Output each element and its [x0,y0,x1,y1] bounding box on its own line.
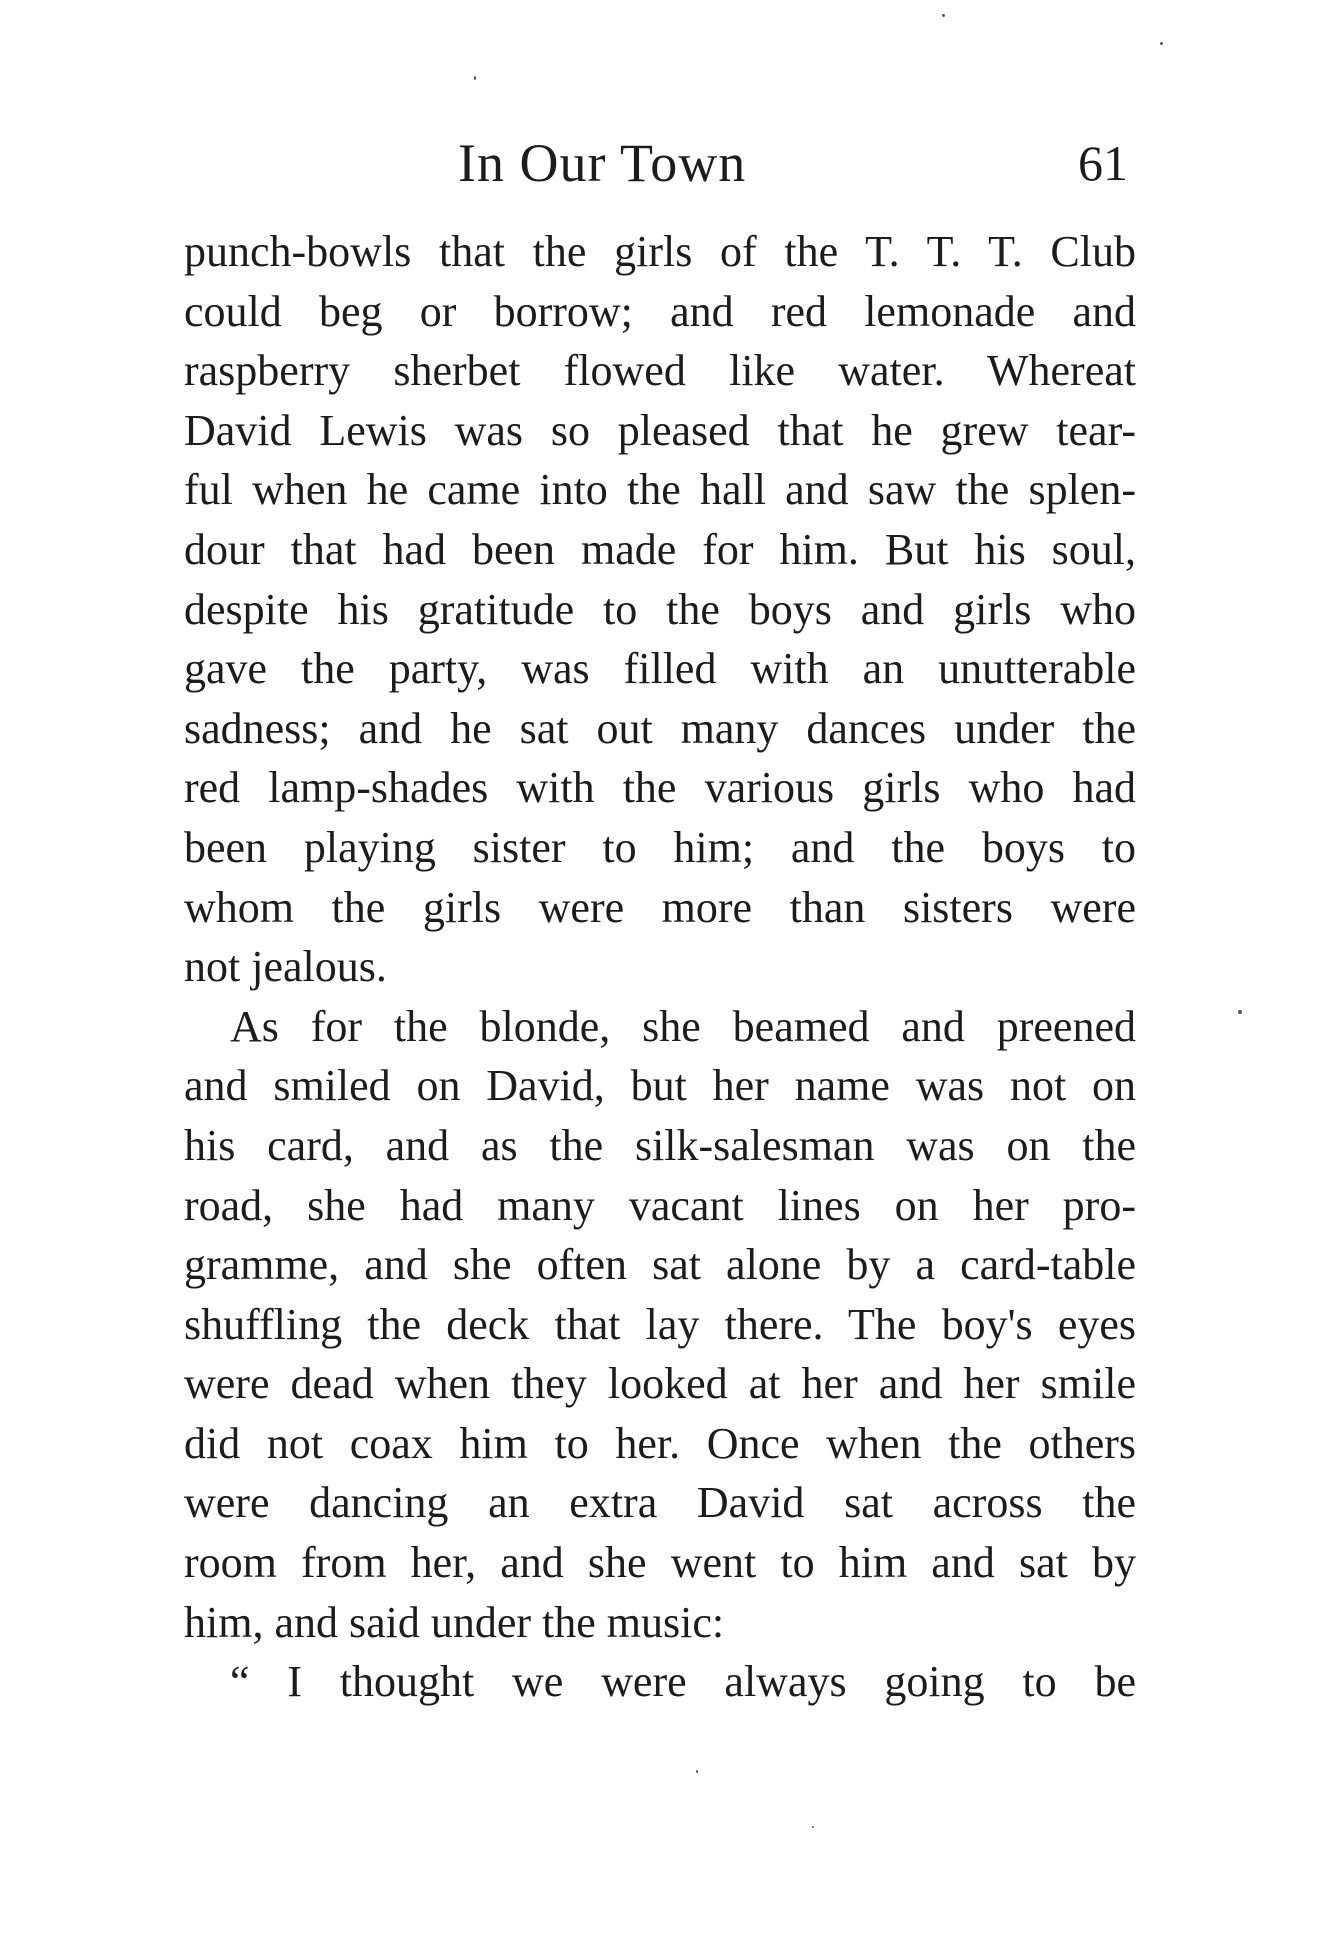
text-line: were dancing an extra David sat across the [184,1478,1136,1528]
scan-speck [474,76,476,80]
text-line: despite his gratitude to the boys and girls who [184,584,1136,634]
scan-speck [696,1770,698,1773]
text-line: room from her, and she went to him and sat by [184,1538,1136,1588]
text-line: ful when he came into the hall and saw the splen- [184,465,1136,515]
scan-speck [1160,42,1163,45]
text-line: dour that had been made for him. But his soul, [184,524,1136,574]
scan-speck [942,14,945,17]
text-line: gave the party, was filled with an unutterable [184,644,1136,694]
body-text [184,222,1136,1712]
text-line: “ I thought we were always going to be [230,1657,1136,1707]
text-line: As for the blonde, she beamed and preened [230,1001,1136,1051]
text-line: did not coax him to her. Once when the others [184,1418,1136,1468]
text-line: shuffling the deck that lay there. The boy's eyes [184,1299,1136,1349]
page-header [0,128,1317,198]
text-line: punch-bowls that the girls of the T. T. T. Club [184,227,1136,276]
text-line: raspberry sherbet flowed like water. Whereat [184,346,1136,396]
page-number: 61 [1078,135,1128,191]
text-line: sadness; and he sat out many dances under the [184,703,1136,753]
text-line: not jealous. [184,942,387,992]
scan-speck [812,1826,814,1828]
scan-speck [1238,1010,1242,1014]
text-line: road, she had many vacant lines on her pro- [184,1180,1136,1230]
text-line: gramme, and she often sat alone by a card-table [184,1240,1136,1290]
text-line: him, and said under the music: [184,1597,725,1647]
text-line: been playing sister to him; and the boys to [184,822,1136,872]
text-line: were dead when they looked at her and her smile [184,1359,1136,1409]
running-title: In Our Town [458,133,747,193]
text-line: David Lewis was so pleased that he grew tear- [184,405,1136,455]
text-line: his card, and as the silk-salesman was on the [184,1120,1136,1170]
text-line: red lamp-shades with the various girls who had [184,763,1136,813]
text-line: whom the girls were more than sisters were [184,882,1136,932]
text-line: could beg or borrow; and red lemonade and [184,286,1136,336]
text-line: and smiled on David, but her name was not on [184,1061,1136,1111]
